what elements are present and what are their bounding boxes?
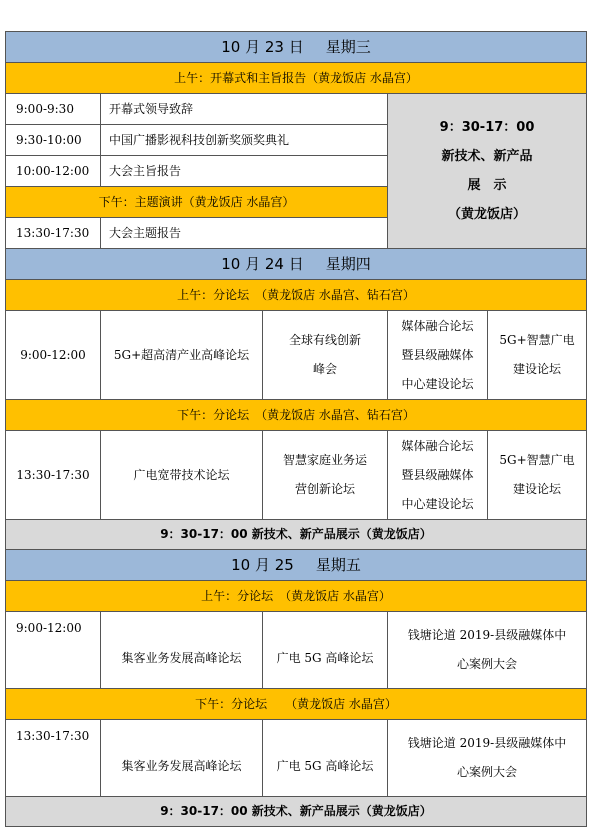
table-row xyxy=(6,431,587,520)
table-row xyxy=(6,720,587,797)
forum-line: 媒体融合论坛 xyxy=(401,318,474,333)
forum-line: 暨县级融媒体 xyxy=(401,347,474,362)
expo-title-2: 展 示 xyxy=(467,178,507,193)
expo-row xyxy=(6,797,587,827)
time-cell: 13:30-17:30 xyxy=(6,431,101,520)
forum-cell: 广电 5G 高峰论坛 xyxy=(263,720,388,797)
expo-banner: 9：30-17：00 新技术、新产品展示（黄龙饭店） xyxy=(6,520,587,550)
forum-line: 心案例大会 xyxy=(457,657,518,671)
table-row xyxy=(6,311,587,400)
forum-cell xyxy=(388,720,587,797)
forum-line: 营创新论坛 xyxy=(294,482,355,496)
day-header-row xyxy=(6,249,587,280)
forum-line: 钱塘论道 2019-县级融媒体中 xyxy=(407,736,567,750)
forum-cell xyxy=(388,311,488,400)
time-cell: 9:00-12:00 xyxy=(6,311,101,400)
schedule-table xyxy=(5,31,587,827)
expo-time: 9：30-17：00 xyxy=(439,120,535,135)
day-header xyxy=(6,550,587,581)
forum-cell: 广电 5G 高峰论坛 xyxy=(263,612,388,689)
event-cell: 开幕式领导致辞 xyxy=(101,94,388,125)
day-date: 10 月 24 日 xyxy=(221,255,304,273)
forum-line: 中心建设论坛 xyxy=(401,376,474,391)
expo-venue: （黄龙饭店） xyxy=(448,207,527,222)
session-header-row xyxy=(6,581,587,612)
forum-line: 建设论坛 xyxy=(513,482,562,496)
day-header xyxy=(6,32,587,63)
forum-cell: 5G+超高清产业高峰论坛 xyxy=(101,311,263,400)
session-header-row xyxy=(6,689,587,720)
forum-line: 峰会 xyxy=(312,362,337,376)
table-row xyxy=(6,612,587,689)
session-header: 下午：分论坛 （黄龙饭店 水晶宫、钻石宫） xyxy=(6,400,587,431)
session-header: 上午：开幕式和主旨报告（黄龙饭店 水晶宫） xyxy=(6,63,587,94)
forum-cell: 广电宽带技术论坛 xyxy=(101,431,263,520)
forum-line: 中心建设论坛 xyxy=(401,496,474,511)
day-header-row xyxy=(6,32,587,63)
session-header-row xyxy=(6,400,587,431)
forum-line: 心案例大会 xyxy=(457,765,518,779)
forum-line: 5G+智慧广电 xyxy=(499,453,575,467)
forum-line: 智慧家庭业务运 xyxy=(282,453,367,467)
table-row xyxy=(6,94,587,125)
session-header: 下午：主题演讲（黄龙饭店 水晶宫） xyxy=(6,187,388,218)
event-cell: 大会主旨报告 xyxy=(101,156,388,187)
forum-cell xyxy=(263,311,388,400)
forum-line: 5G+智慧广电 xyxy=(499,333,575,347)
session-header-row xyxy=(6,63,587,94)
expo-row xyxy=(6,520,587,550)
time-cell: 9:00-9:30 xyxy=(6,94,101,125)
day-weekday: 星期三 xyxy=(325,38,371,56)
forum-cell xyxy=(388,612,587,689)
time-cell: 13:30-17:30 xyxy=(6,720,101,797)
forum-line: 全球有线创新 xyxy=(288,333,361,347)
event-cell: 大会主题报告 xyxy=(101,218,388,249)
forum-cell xyxy=(488,431,587,520)
session-header: 上午：分论坛 （黄龙饭店 水晶宫） xyxy=(6,581,587,612)
forum-cell xyxy=(488,311,587,400)
day-weekday: 星期五 xyxy=(315,556,361,574)
forum-line: 钱塘论道 2019-县级融媒体中 xyxy=(407,628,567,642)
session-header: 下午：分论坛 （黄龙饭店 水晶宫） xyxy=(6,689,587,720)
day-date: 10 月 25 xyxy=(231,556,294,574)
day-date: 10 月 23 日 xyxy=(221,38,304,56)
forum-cell xyxy=(388,431,488,520)
session-header: 上午：分论坛 （黄龙饭店 水晶宫、钻石宫） xyxy=(6,280,587,311)
session-header-row xyxy=(6,280,587,311)
expo-panel xyxy=(388,94,587,249)
day-header xyxy=(6,249,587,280)
expo-banner: 9：30-17：00 新技术、新产品展示（黄龙饭店） xyxy=(6,797,587,827)
forum-cell: 集客业务发展高峰论坛 xyxy=(101,612,263,689)
expo-title: 新技术、新产品 xyxy=(441,149,533,164)
day-weekday: 星期四 xyxy=(325,255,371,273)
forum-line: 媒体融合论坛 xyxy=(401,438,474,453)
time-cell: 10:00-12:00 xyxy=(6,156,101,187)
forum-line: 建设论坛 xyxy=(513,362,562,376)
event-cell: 中国广播影视科技创新奖颁奖典礼 xyxy=(101,125,388,156)
forum-cell xyxy=(263,431,388,520)
forum-line: 暨县级融媒体 xyxy=(401,467,474,482)
time-cell: 13:30-17:30 xyxy=(6,218,101,249)
time-cell: 9:00-12:00 xyxy=(6,612,101,689)
time-cell: 9:30-10:00 xyxy=(6,125,101,156)
day-header-row xyxy=(6,550,587,581)
forum-cell: 集客业务发展高峰论坛 xyxy=(101,720,263,797)
